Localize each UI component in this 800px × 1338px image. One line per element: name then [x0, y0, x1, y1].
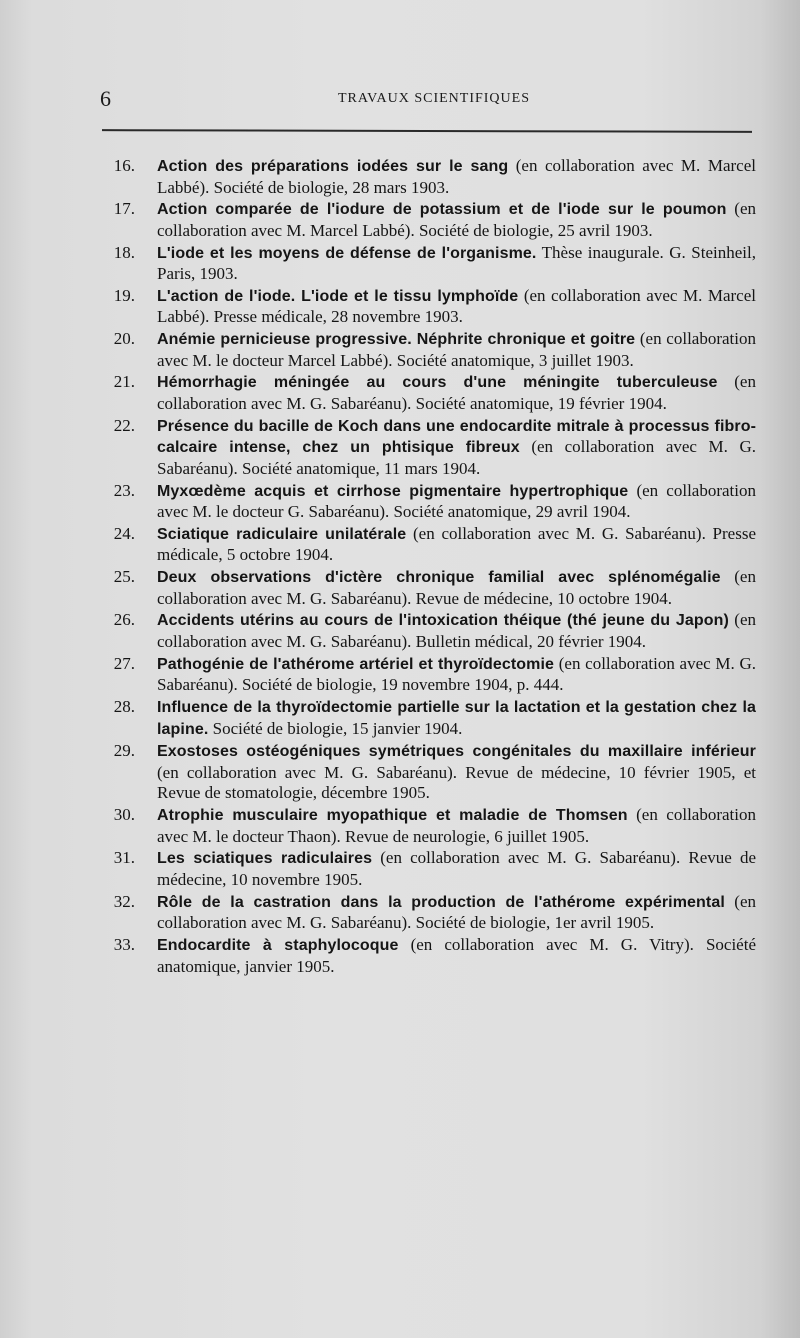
- publication-entry: [100, 567, 756, 609]
- publication-entry: [100, 286, 756, 328]
- entry-title: Endocardite à staphylocoque: [157, 937, 399, 955]
- publication-entry: [100, 199, 756, 241]
- entry-number: 18.: [113, 242, 135, 262]
- entry-number: 19.: [113, 285, 135, 305]
- publication-entry: [100, 243, 756, 285]
- entry-number: 26.: [113, 610, 135, 630]
- entry-number: 31.: [113, 848, 135, 868]
- entry-title: Sciatique radiculaire unilatérale: [157, 525, 407, 543]
- entry-number: 17.: [113, 199, 135, 219]
- entry-title: Atrophie musculaire myopathique et maladie de Thomsen: [157, 807, 628, 825]
- entry-number: 24.: [113, 523, 135, 543]
- entry-title: Action comparée de l'iodure de potassium et de l'iode sur le poumon: [157, 201, 727, 219]
- entry-number: 20.: [113, 329, 135, 349]
- publication-entry: [100, 805, 756, 847]
- publication-entry: [100, 524, 756, 566]
- entry-citation: (en collaboration avec M. le docteur Thaon). Revue de neurologie, 6 juillet 1905.: [157, 805, 756, 846]
- entry-citation: Thèse inaugurale. G. Steinheil, Paris, 1903.: [157, 242, 756, 284]
- entry-number: 27.: [113, 653, 135, 673]
- entry-number: 32.: [113, 891, 135, 911]
- entry-title: L'iode et les moyens de défense de l'organisme.: [157, 244, 537, 262]
- entry-citation: (en collaboration avec M. G. Sabaréanu). Société anatomique, 19 février 1904.: [157, 372, 756, 413]
- entry-citation: (en collaboration avec M. G. Vitry). Société anatomique, janvier 1905.: [157, 935, 756, 976]
- publication-entry: [100, 481, 756, 523]
- publication-entry: [100, 654, 756, 696]
- entry-number: 22.: [113, 415, 135, 435]
- entry-citation: (en collaboration avec M. le docteur G. Sabaréanu). Société anatomique, 29 avril 1904.: [157, 480, 756, 522]
- entry-citation: (en collaboration avec M. G. Sabaréanu). Revue de médecine, 10 février 1905, et Revue de stomatologie, décembre 1905.: [157, 762, 756, 803]
- publication-entry: [100, 329, 756, 371]
- publication-entry: [100, 697, 756, 740]
- entry-citation: (en collaboration avec M. G. Sabaréanu). Revue de médecine, 10 octobre 1904.: [157, 567, 756, 608]
- entry-title: L'action de l'iode. L'iode et le tissu lymphoïde: [157, 287, 519, 305]
- entry-citation: (en collaboration avec M. G. Sabaréanu). Revue de médecine, 10 novembre 1905.: [157, 848, 756, 889]
- entry-citation: (en collaboration avec M. G. Sabaréanu). Presse médicale, 5 octobre 1904.: [157, 523, 756, 565]
- running-title: TRAVAUX SCIENTIFIQUES: [337, 91, 530, 106]
- entry-citation: (en collaboration avec M. G. Sabaréanu). Bulletin médical, 20 février 1904.: [157, 610, 756, 651]
- header-rule: [102, 129, 752, 133]
- entry-number: 25.: [113, 567, 135, 587]
- entry-title: Exostoses ostéogéniques symétriques congénitales du maxillaire inférieur: [157, 743, 756, 761]
- entry-citation: (en collaboration avec M. G. Sabaréanu). Société anatomique, 11 mars 1904.: [157, 437, 756, 478]
- entry-title: Accidents utérins au cours de l'intoxication théique (thé jeune du Japon): [157, 612, 729, 630]
- entry-title: Hémorrhagie méningée au cours d'une méningite tuberculeuse: [157, 374, 718, 392]
- page-number: 6: [100, 86, 111, 111]
- entry-number: 33.: [113, 935, 135, 955]
- entry-title: Influence de la thyroïdectomie partielle sur la lactation et la gestation chez la lapine.: [157, 699, 756, 738]
- publication-entry: [100, 892, 756, 934]
- publication-list: [100, 156, 756, 978]
- entry-title: Les sciatiques radiculaires: [157, 850, 373, 868]
- publication-entry: [100, 935, 756, 977]
- entry-number: 16.: [113, 156, 135, 175]
- publication-entry: [100, 416, 756, 480]
- entry-title: Rôle de la castration dans la production de l'athérome expérimental: [157, 893, 725, 911]
- entry-number: 29.: [113, 741, 135, 761]
- entry-citation: (en collaboration avec M. G. Sabaréanu). Société de biologie, 19 novembre 1904, p. 444.: [157, 653, 756, 695]
- publication-entry: [100, 848, 756, 890]
- entry-citation: (en collaboration avec M. Marcel Labbé). Presse médicale, 28 novembre 1903.: [157, 285, 756, 327]
- entry-title: Pathogénie de l'athérome artériel et thyroïdectomie: [157, 655, 555, 673]
- entry-title: Présence du bacille de Koch dans une endocardite mitrale à processus fibro-calcaire intense, chez un phtisique fibreux: [157, 417, 756, 457]
- entry-number: 23.: [113, 480, 135, 500]
- entry-number: 28.: [113, 697, 135, 717]
- entry-title: Myxœdème acquis et cirrhose pigmentaire hypertrophique: [157, 482, 629, 500]
- entry-citation: (en collaboration avec M. G. Sabaréanu). Société de biologie, 1er avril 1905.: [157, 891, 756, 933]
- publication-entry: [100, 610, 756, 652]
- entry-title: Deux observations d'ictère chronique familial avec splénomégalie: [157, 569, 721, 587]
- entry-citation: (en collaboration avec M. Marcel Labbé). Société de biologie, 28 mars 1903.: [157, 156, 756, 197]
- entry-title: Anémie pernicieuse progressive. Néphrite chronique et goitre: [157, 331, 636, 349]
- publication-entry: [100, 156, 756, 198]
- entry-title: Action des préparations iodées sur le sang: [157, 158, 509, 175]
- entry-citation: (en collaboration avec M. le docteur Marcel Labbé). Société anatomique, 3 juillet 1903.: [157, 329, 756, 370]
- page-header: [100, 86, 752, 116]
- publication-entry: [100, 372, 756, 414]
- entry-number: 30.: [113, 805, 135, 825]
- entry-citation: (en collaboration avec M. Marcel Labbé). Société de biologie, 25 avril 1903.: [157, 199, 756, 240]
- entry-citation: Société de biologie, 15 janvier 1904.: [208, 718, 463, 738]
- entry-number: 21.: [113, 372, 135, 392]
- publication-entry: [100, 741, 756, 804]
